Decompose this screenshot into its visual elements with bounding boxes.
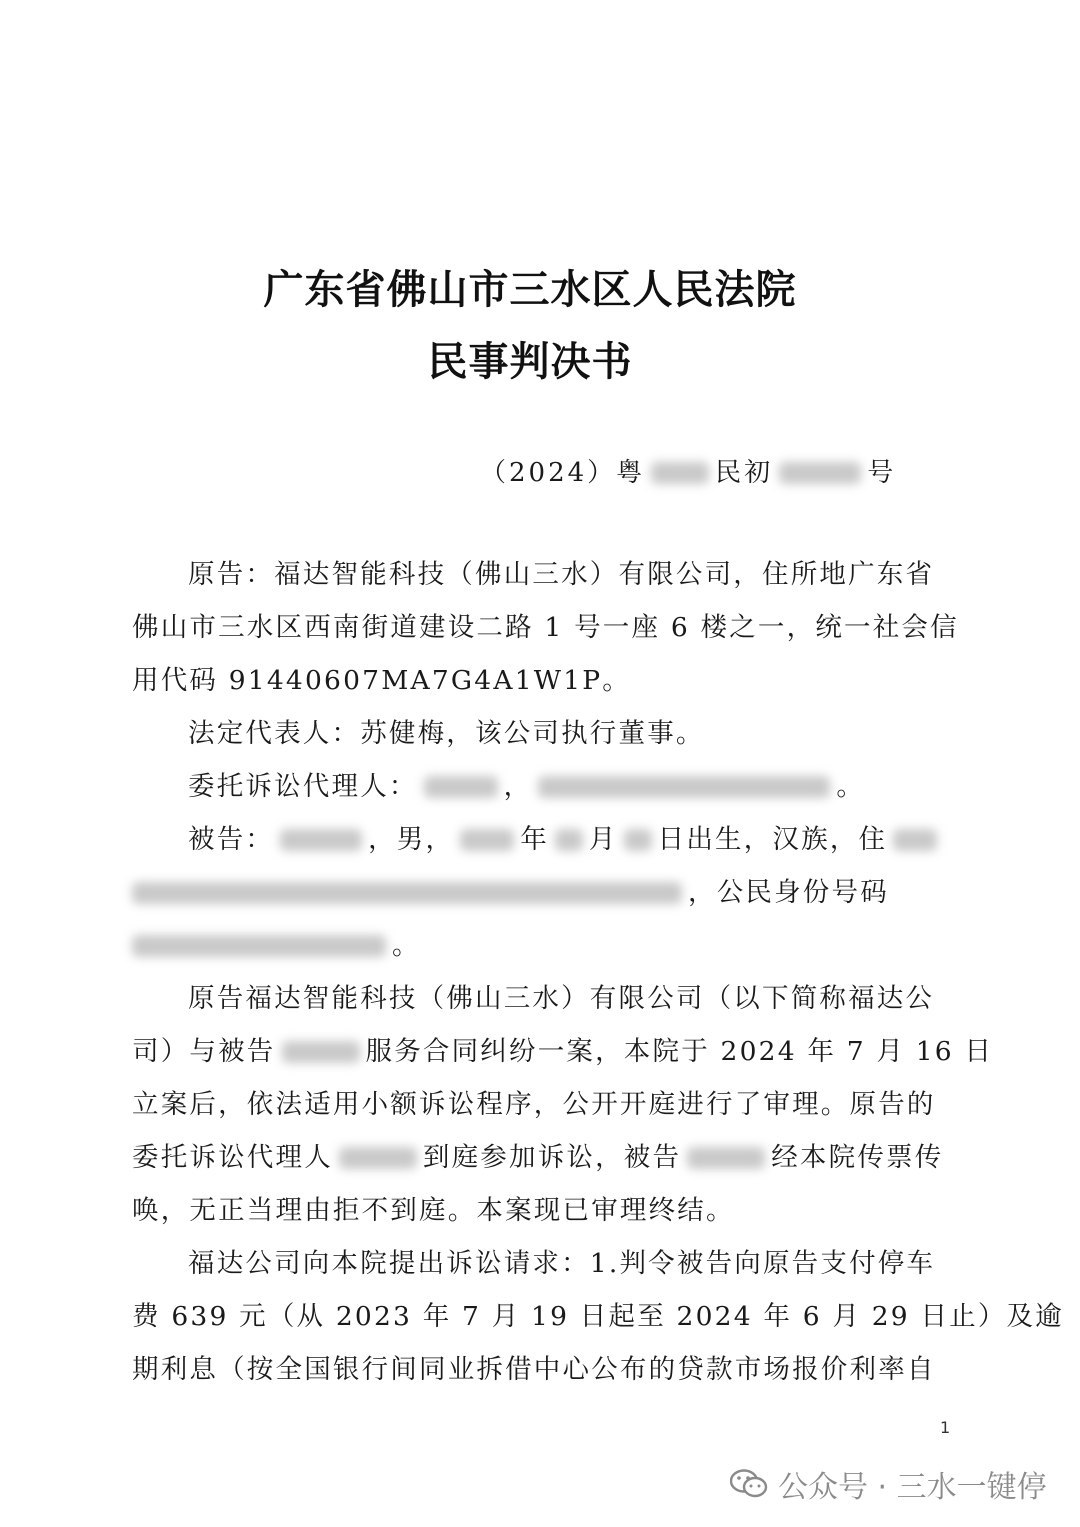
wechat-watermark — [730, 1462, 1047, 1506]
defendant-paragraph: 被告： ，男， 年 月 日出生，汉族，住 ，公民身份号码 。 — [132, 813, 934, 972]
watermark-text: 公众号 · 三水一键停 — [778, 1470, 1047, 1505]
redacted-defendant-name — [280, 829, 362, 851]
wechat-icon — [730, 1469, 768, 1499]
redacted-birth-month — [555, 829, 583, 851]
claims-paragraph: 福达公司向本院提出诉讼请求：1.判令被告向原告支付停车 费 639 元（从 2023 年 7 月 19 日起至 2024 年 6 月 29 日止）及逾 期利息（按全国银行间同业拆借中心公布的贷款市场报价利率自 — [132, 1248, 1064, 1385]
legal-representative: 法定代表人：苏健梅，该公司执行董事。 — [188, 718, 705, 749]
case-number: （2024）粤 民初 号 — [480, 458, 897, 488]
redacted-address-start — [893, 829, 937, 851]
redacted-defendant-name-3 — [687, 1147, 765, 1169]
redacted-birth-year — [460, 829, 514, 851]
document-type: 民事判决书 — [427, 339, 633, 385]
redacted-defendant-name-2 — [282, 1041, 360, 1063]
plaintiff-agent: 委托诉讼代理人： ， 。 — [188, 771, 866, 802]
case-background: 原告福达智能科技（佛山三水）有限公司（以下简称福达公 司）与被告 服务合同纠纷一案，本院于 2024 年 7 月 16 日 立案后，依法适用小额诉讼程序，公开开庭进行了审理。原告的 委托诉讼代理人 到庭参加诉讼，被告 经本院传票传 唤，无正当理由拒不到庭。本案现已审理终结。 — [132, 983, 994, 1226]
plaintiff-paragraph: 原告：福达智能科技（佛山三水）有限公司，住所地广东省 佛山市三水区西南街道建设二路 1 号一座 6 楼之一，统一社会信 用代码 91440607MA7G4A1W1P。 — [132, 559, 959, 696]
redacted-court-code — [651, 462, 709, 484]
redacted-birth-day — [624, 829, 652, 851]
redacted-agent-name-2 — [339, 1147, 417, 1169]
page-number: 1 — [940, 1418, 951, 1437]
redacted-address — [132, 882, 682, 904]
redacted-law-firm — [538, 776, 830, 798]
redacted-agent-name — [424, 776, 498, 798]
redacted-case-serial — [779, 462, 861, 484]
court-name: 广东省佛山市三水区人民法院 — [263, 267, 797, 313]
judgment-body — [132, 548, 1064, 1396]
redacted-id-number — [132, 935, 386, 957]
